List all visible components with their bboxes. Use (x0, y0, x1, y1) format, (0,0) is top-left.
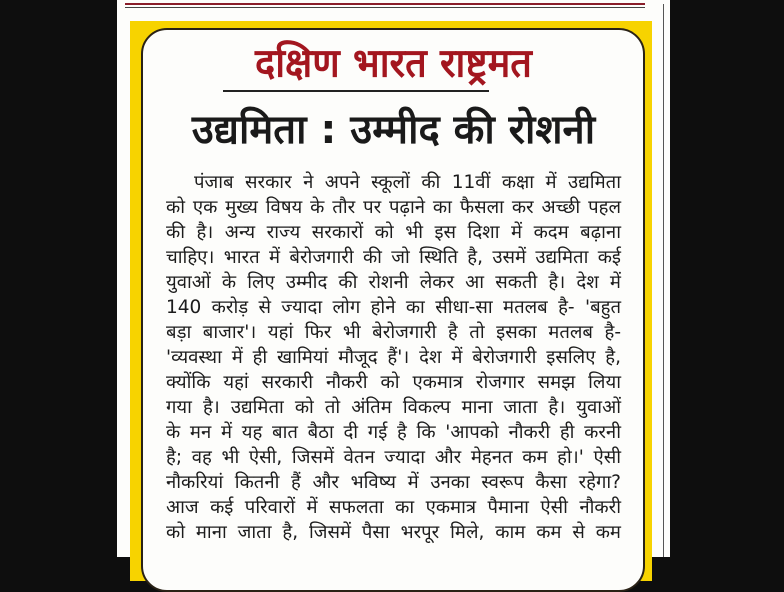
body-line: 140 करोड़ से ज्यादा लोग होने का सीधा-सा मतलब है- 'बहुत (166, 297, 621, 318)
body-line: गया है। उद्यमिता को तो अंतिम विकल्प माना जाता है। युवाओं (166, 397, 621, 418)
body-line: बड़ा बाजार'। यहां फिर भी बेरोजगारी है तो इसका मतलब है- (166, 322, 621, 343)
body-line: के मन में यह बात बैठा दी गई है कि 'आपको नौकरी ही करनी (166, 422, 621, 443)
body-line: को माना जाता है, जिसमें पैसा भरपूर मिले, काम कम से कम (166, 522, 621, 543)
body-line: युवाओं के लिए उम्मीद की रोशनी लेकर आ सकती है। देश में (166, 272, 621, 293)
body-line: है; वह भी ऐसी, जिसमें वेतन ज्यादा और मेहनत कम हो।' ऐसी (166, 447, 621, 468)
masthead-title: दक्षिण भारत राष्ट्रमत (255, 39, 532, 87)
body-line: 'व्यवस्था में ही खामियां मौजूद हैं'। देश में बेरोजगारी इसलिए है, (166, 347, 621, 368)
body-line: को एक मुख्य विषय के तौर पर पढ़ाने का फैसला कर अच्छी पहल (166, 197, 621, 218)
body-line: नौकरियां कितनी हैं और भविष्य में उनका स्वरूप कैसा रहेगा? (166, 472, 621, 493)
article-body (166, 170, 621, 545)
body-line: क्योंकि यहां सरकारी नौकरी को एकमात्र रोजगार समझ लिया (166, 372, 621, 393)
body-line: चाहिए। भारत में बेरोजगारी की जो स्थिति है, उसमें उद्यमिता कई (166, 247, 621, 268)
column-divider (663, 4, 664, 557)
body-line: आज कई परिवारों में सफलता का एकमात्र पैमाना ऐसी नौकरी (166, 497, 621, 518)
body-line: पंजाब सरकार ने अपने स्कूलों की 11वीं कक्षा में उद्यमिता (194, 172, 621, 193)
article-headline: उद्यमिता : उम्मीद की रोशनी (191, 107, 596, 153)
body-line: की है। अन्य राज्य सरकारों को भी इस दिशा में कदम बढ़ाना (166, 222, 621, 243)
